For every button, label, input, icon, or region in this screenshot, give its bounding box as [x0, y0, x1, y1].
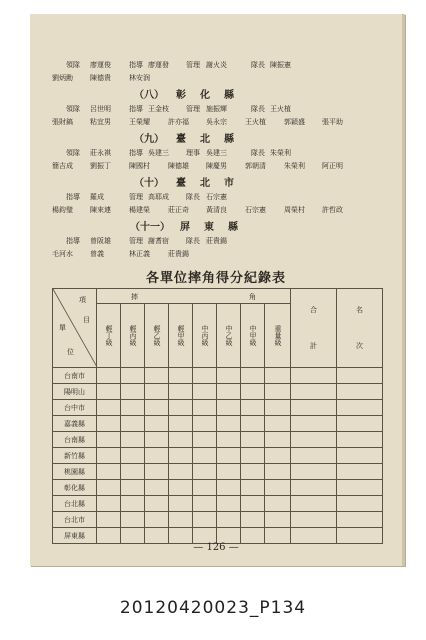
total-header — [291, 289, 337, 368]
roster-text: 吳永宗 — [206, 118, 227, 126]
unit-name: 彰化縣 — [53, 480, 97, 496]
roster-line — [30, 236, 402, 246]
section-number: （十） — [134, 178, 164, 189]
roster-text: 呂世明 — [90, 105, 111, 113]
total-label: 合 — [310, 306, 317, 314]
roster-text: 王火植 — [245, 118, 266, 126]
roster-text: 黃清良 — [206, 206, 227, 214]
corner-label: 項 — [79, 296, 86, 304]
roster-text: 石宗憲 — [206, 193, 227, 201]
table-title: 各單位摔角得分紀錄表 — [145, 271, 286, 286]
section-char: 北 — [200, 178, 210, 189]
weight-class-header — [121, 304, 145, 368]
unit-name: 新竹縣 — [53, 448, 97, 464]
weight-class-label: 重量級 — [274, 325, 282, 347]
roster-text: 理事 — [186, 149, 200, 157]
roster-text: 朱榮利 — [270, 149, 291, 157]
roster-text: 廖運俊 — [90, 61, 111, 69]
roster-text: 簡吉成 — [52, 162, 73, 170]
roster-text: 隊長 — [186, 237, 200, 245]
weight-class-label: 中甲級 — [249, 325, 257, 347]
weight-class-label: 中丙級 — [201, 325, 209, 347]
roster-line — [30, 161, 402, 171]
section-char: 東 — [204, 222, 214, 233]
roster-text: 指導 — [66, 193, 80, 201]
weight-class-header — [241, 304, 265, 368]
unit-name: 台南市 — [53, 368, 97, 384]
roster-text: 高耶成 — [148, 193, 169, 201]
roster-text: 許哲政 — [322, 206, 343, 214]
roster-text: 莊貴錫 — [206, 237, 227, 245]
roster-line — [30, 205, 402, 215]
section-char: 北 — [200, 134, 210, 145]
corner-header — [53, 289, 97, 368]
section-char: 縣 — [224, 134, 234, 145]
corner-label: 目 — [83, 316, 90, 324]
section-char: 化 — [200, 90, 210, 101]
image-caption: 20120420023_P134 — [119, 598, 307, 618]
roster-text: 劉炳勳 — [52, 74, 73, 82]
unit-name: 屏東縣 — [53, 528, 97, 544]
section-number: （十一） — [130, 222, 170, 233]
roster-line — [30, 73, 402, 83]
roster-text: 楊建榮 — [129, 206, 150, 214]
section-number: （八） — [134, 90, 164, 101]
roster-text: 張財鎬 — [52, 118, 73, 126]
roster-text: 指導 — [129, 105, 143, 113]
roster-text: 毛河水 — [52, 250, 73, 258]
roster-text: 隊長 — [251, 105, 265, 113]
roster-text: 張平助 — [322, 118, 343, 126]
section-number: （九） — [134, 134, 164, 145]
unit-name: 陽明山 — [53, 384, 97, 400]
table-row — [53, 400, 383, 416]
document-page — [30, 14, 405, 566]
weight-class-label: 輕乙級 — [153, 325, 161, 347]
roster-text: 陳國村 — [129, 162, 150, 170]
unit-name: 桃園縣 — [53, 464, 97, 480]
roster-text: 吳建三 — [148, 149, 169, 157]
roster-text: 領隊 — [66, 105, 80, 113]
roster-text: 隊長 — [251, 149, 265, 157]
roster-text: 陳振憲 — [270, 61, 291, 69]
roster-line — [30, 249, 402, 259]
roster-text: 周榮村 — [284, 206, 305, 214]
roster-text: 曾阪雄 — [90, 237, 111, 245]
section-char: 彰 — [176, 90, 186, 101]
roster-text: 陳德雄 — [168, 162, 189, 170]
roster-text: 阿正明 — [322, 162, 343, 170]
rank-label: 名 — [356, 306, 363, 314]
roster-text: 領隊 — [66, 149, 80, 157]
roster-text: 管理 — [129, 193, 143, 201]
unit-name: 嘉義縣 — [53, 416, 97, 432]
corner-label: 位 — [67, 348, 74, 356]
roster-line — [30, 192, 402, 202]
roster-text: 管理 — [186, 105, 200, 113]
weight-class-header — [97, 304, 121, 368]
roster-text: 謝耆宿 — [148, 237, 169, 245]
roster-text: 管理 — [186, 61, 200, 69]
table-row — [53, 384, 383, 400]
table-row — [53, 432, 383, 448]
section-heading — [30, 174, 402, 187]
section-char: 臺 — [176, 134, 186, 145]
weight-class-label: 輕丙級 — [129, 325, 137, 347]
roster-text: 曾義 — [90, 250, 104, 258]
unit-name: 台中市 — [53, 400, 97, 416]
group-label: 摔 — [131, 293, 138, 301]
roster-text: 林安润 — [129, 74, 150, 82]
page-number: — 126 — — [193, 542, 239, 553]
roster-text: 石宗憲 — [245, 206, 266, 214]
section-heading — [30, 218, 402, 231]
roster-text: 領隊 — [66, 61, 80, 69]
group-label: 角 — [249, 293, 256, 301]
weight-class-label: 輕丁級 — [105, 325, 113, 347]
table-row — [53, 512, 383, 528]
roster-text: 陳來連 — [90, 206, 111, 214]
roster-text: 朱榮利 — [284, 162, 305, 170]
section-char: 屏 — [180, 222, 190, 233]
roster-text: 吳建三 — [206, 149, 227, 157]
rank-label: 次 — [356, 342, 363, 350]
roster-text: 楊鈞璧 — [52, 206, 73, 214]
weight-class-header — [265, 304, 291, 368]
section-char: 市 — [224, 178, 234, 189]
table-row — [53, 464, 383, 480]
roster-text: 廖運發 — [148, 61, 169, 69]
roster-text: 陳德貴 — [90, 74, 111, 82]
weight-class-header — [217, 304, 241, 368]
roster-text: 莊貴錫 — [168, 250, 189, 258]
roster-text: 指導 — [129, 149, 143, 157]
roster-text: 王火植 — [270, 105, 291, 113]
roster-text: 郭朝清 — [245, 162, 266, 170]
roster-text: 指導 — [129, 61, 143, 69]
roster-text: 粘宜男 — [90, 118, 111, 126]
roster-line — [30, 104, 402, 114]
weight-class-header — [145, 304, 169, 368]
rank-header — [337, 289, 383, 368]
section-heading — [30, 130, 402, 143]
wrestling-group-header — [97, 289, 291, 304]
table-row — [53, 496, 383, 512]
roster-text: 隊長 — [251, 61, 265, 69]
weight-class-header — [169, 304, 193, 368]
unit-name: 台北市 — [53, 512, 97, 528]
roster-text: 陳慶男 — [206, 162, 227, 170]
roster-text: 林正義 — [129, 250, 150, 258]
roster-text: 王金枝 — [148, 105, 169, 113]
table-row — [53, 480, 383, 496]
weight-class-header — [193, 304, 217, 368]
roster-line — [30, 60, 402, 70]
roster-text: 劉振丁 — [90, 162, 111, 170]
roster-text: 施振輝 — [206, 105, 227, 113]
weight-class-label: 輕甲級 — [177, 325, 185, 347]
roster-text: 指導 — [66, 237, 80, 245]
unit-name: 台南縣 — [53, 432, 97, 448]
corner-label: 單 — [59, 324, 66, 332]
roster-text: 王榮耀 — [129, 118, 150, 126]
roster-text: 莊正奇 — [168, 206, 189, 214]
section-char: 縣 — [228, 222, 238, 233]
section-char: 臺 — [176, 178, 186, 189]
table-row — [53, 368, 383, 384]
total-label: 計 — [310, 342, 317, 350]
roster-text: 莊永祺 — [90, 149, 111, 157]
roster-text: 隊長 — [186, 193, 200, 201]
roster-line — [30, 148, 402, 158]
weight-class-label: 中乙級 — [225, 325, 233, 347]
unit-name: 台北縣 — [53, 496, 97, 512]
roster-text: 謝火炎 — [206, 61, 227, 69]
section-char: 縣 — [224, 90, 234, 101]
roster-text: 管理 — [129, 237, 143, 245]
roster-text: 郭穎盛 — [284, 118, 305, 126]
roster-text: 許亦福 — [168, 118, 189, 126]
roster-line — [30, 117, 402, 127]
roster-text: 羅成 — [90, 193, 104, 201]
table-row — [53, 448, 383, 464]
section-heading — [30, 86, 402, 99]
score-table — [52, 288, 383, 544]
table-row — [53, 416, 383, 432]
